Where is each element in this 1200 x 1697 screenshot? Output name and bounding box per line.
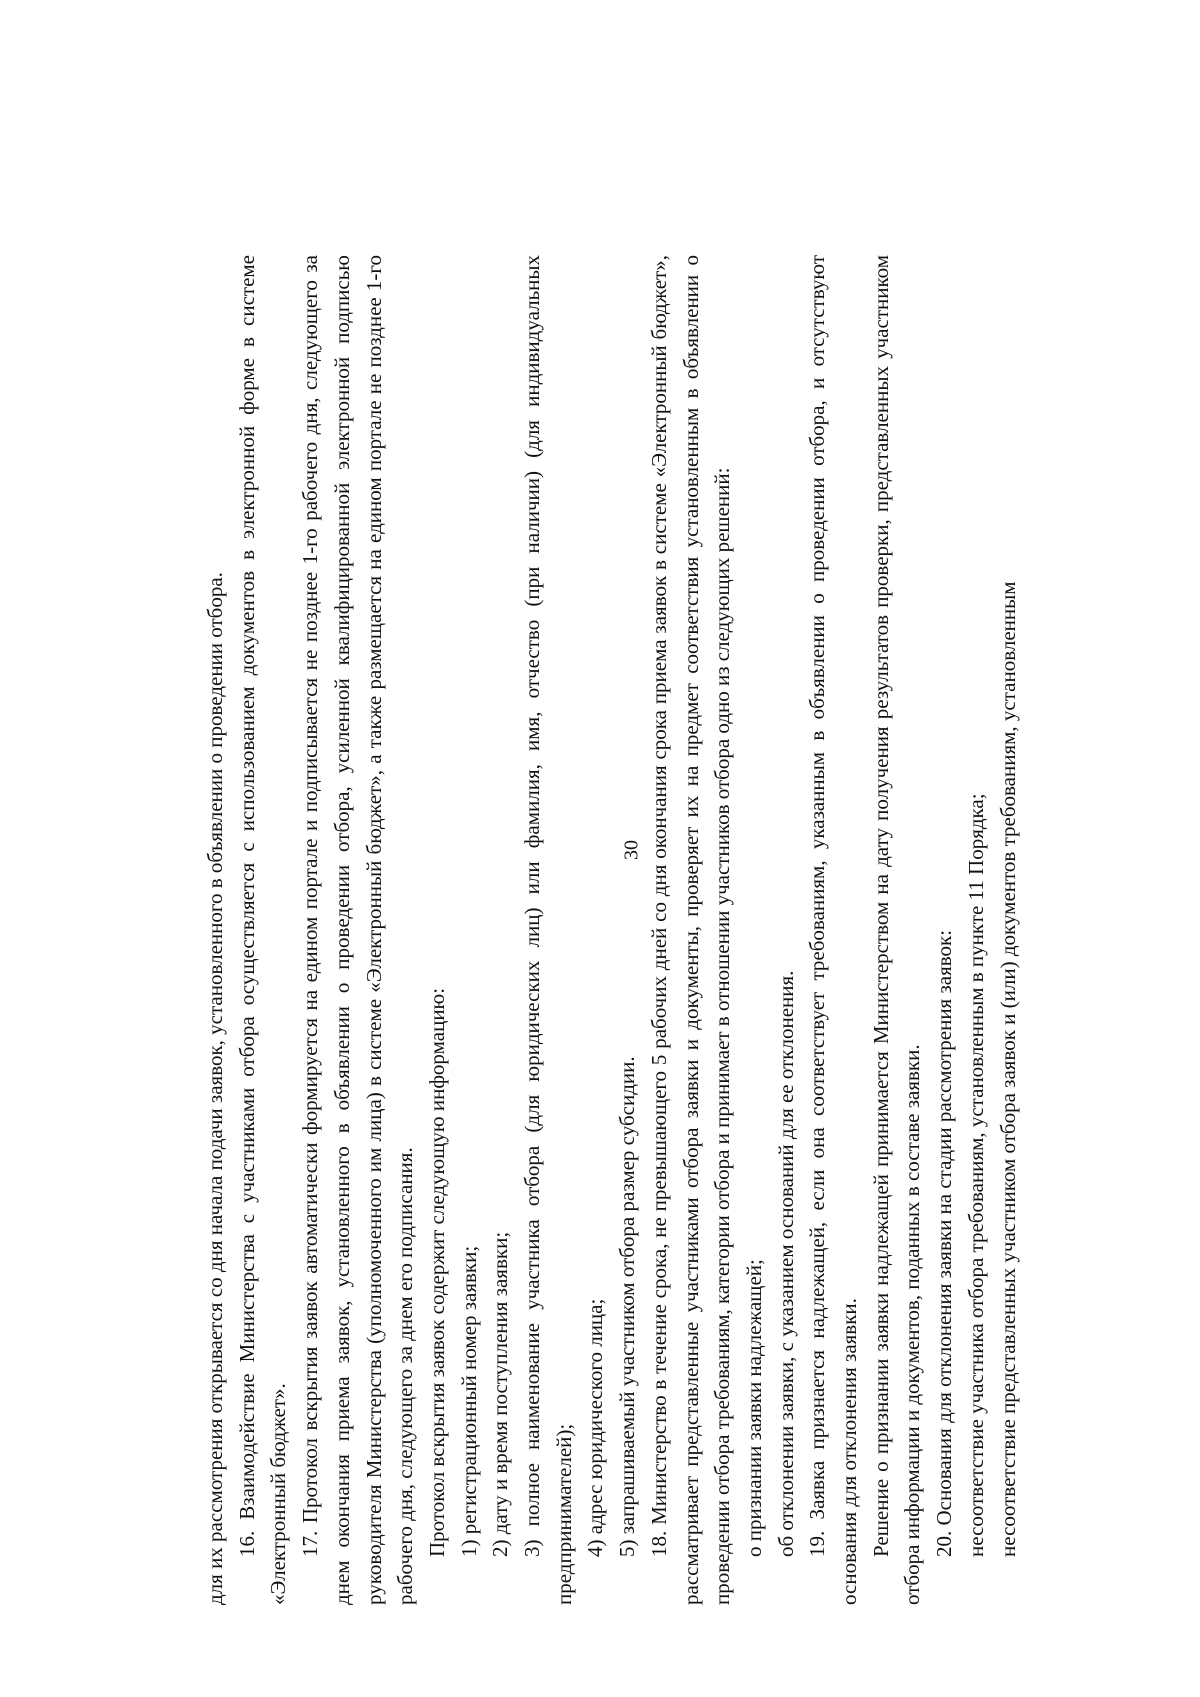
list-item: 1) регистрационный номер заявки; [456,1245,481,1557]
paragraph: 18. Министерство в течение срока, не превышающего 5 рабочих дней со дня окончания срока приема заявок в системе «Электронный бюджет», рассматривает представленные участниками отбора заявки и документы, проверяет их на предмет соответствия установленным в объявлении о проведении отбора требованиям, категории отбора и принимает в отношении участников отбора одно из следующих решений: [646,255,735,1605]
document-body [200,255,1024,1605]
paragraph: для их рассмотрения открывается со дня начала подачи заявок, установленного в объявлении о проведении отбора. [203,572,227,1605]
list-item: 3) полное наименование участника отбора (для юридических лиц) или фамилия, имя, отчество (при наличии) (для индивидуальных предпринимателей); [520,255,576,1605]
paragraph: 19. Заявка признается надлежащей, если она соответствует требованиям, указанным в объявлении о проведении отбора, и отсутствуют основания для отклонения заявки. [805,255,862,1605]
paragraph: 17. Протокол вскрытия заявок автоматически формируется на едином портале и подписывается не позднее 1-го рабочего дня, следующего за днем окончания приема заявок, установленного в объявлении о проведении отбора, усиленной квалифицированной электронной подписью руководителя Министерства (уполномоченного им лица) в системе «Электронный бюджет», а также размещается на едином портале не позднее 1-го рабочего дня, следующего за днем его подписания. [298,255,418,1605]
paragraph: 20. Основания для отклонения заявки на стадии рассмотрения заявок: [932,929,957,1557]
list-item: несоответствие участника отбора требованиям, установленным в пункте 11 Порядка; [963,793,988,1557]
list-item: несоответствие представленных участником отбора заявок и (или) документов требованиям, установленным [995,581,1020,1557]
list-item: 5) запрашиваемый участником отбора размер субсидии. [615,1056,640,1557]
list-item: 4) адрес юридического лица; [583,1298,608,1557]
paragraph: Решение о признании заявки надлежащей принимается Министерством на дату получения результатов проверки, представленных участником отбора информации и документов, поданных в составе заявки. [868,255,925,1605]
paragraph: Протокол вскрытия заявок содержит следующую информацию: [424,987,449,1557]
paragraph: 16. Взаимодействие Министерства с участниками отбора осуществляется с использованием документов в электронной форме в системе «Электронный бюджет». [234,255,291,1605]
page-number: 30 [620,840,643,860]
rotated-content [200,255,1020,1605]
list-item: о признании заявки надлежащей; [741,1259,766,1557]
list-item: об отклонении заявки, с указанием оснований для ее отклонения. [773,970,798,1557]
list-item: 2) дату и время поступления заявки; [488,1231,513,1557]
